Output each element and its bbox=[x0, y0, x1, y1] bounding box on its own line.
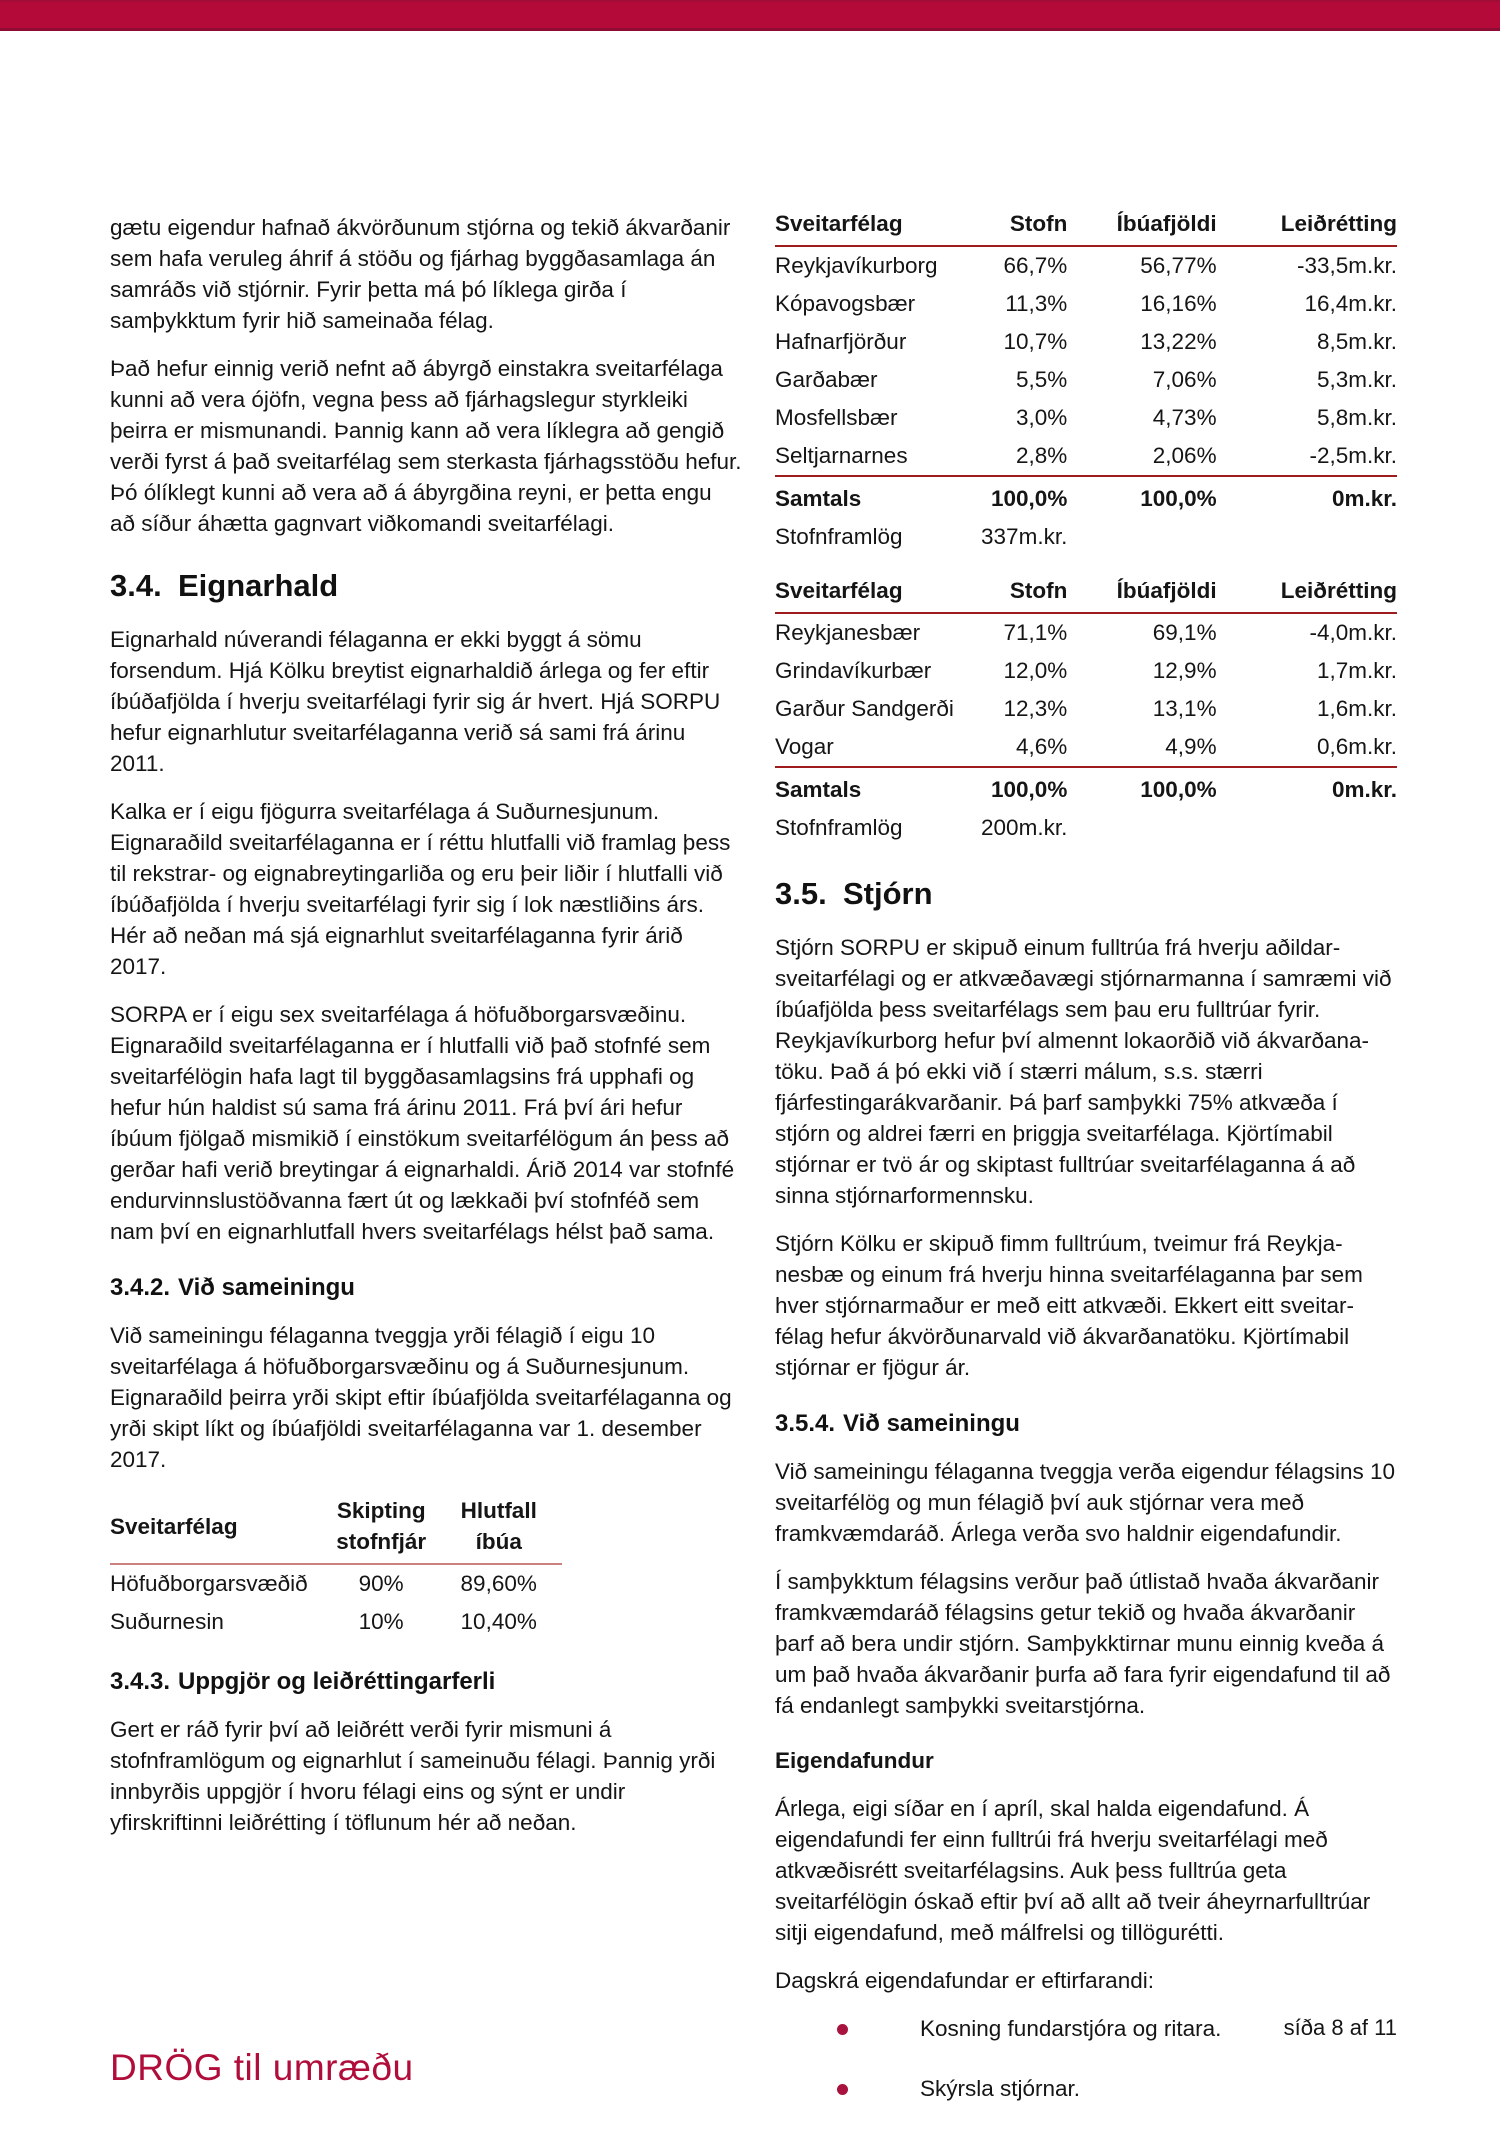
cell: 90% bbox=[358, 1571, 404, 1596]
cell: 8,5m.kr. bbox=[1316, 329, 1397, 354]
list-item-text: Kosning fundarstjóra og ritara. bbox=[920, 2016, 1222, 2041]
section-number: 3.4. bbox=[110, 568, 162, 603]
cell: 89,60% bbox=[460, 1571, 537, 1596]
cell: Höfuðborgarsvæðið bbox=[110, 1571, 308, 1596]
cell: 0m.kr. bbox=[1331, 777, 1397, 802]
table-header-row bbox=[110, 1492, 562, 1564]
table-row bbox=[775, 361, 1397, 399]
cell: 4,73% bbox=[1152, 405, 1217, 430]
table-row bbox=[775, 437, 1397, 476]
section-title: Eignarhald bbox=[178, 568, 339, 603]
table-row bbox=[775, 652, 1397, 690]
section-heading-3-5-4 bbox=[775, 1409, 1397, 1439]
table-row bbox=[775, 728, 1397, 767]
cell: 4,6% bbox=[980, 728, 1067, 767]
cell: 0,6m.kr. bbox=[1217, 728, 1397, 767]
paragraph: Við sameiningu félaganna tveggja yrði félagið í eigu 10 sveitarfélaga á höfuðborgarsvæðinu og á Suðurnesjunum. Eignaraðild þeirra yrði skipt eftir íbúafjölda sveitarfélaganna og yrði skipt líkt og íbúafjöldi sveitarfélaganna var 1. desember 2017. bbox=[110, 1323, 732, 1472]
section-heading-3-5 bbox=[775, 875, 1397, 913]
cell: 16,16% bbox=[1140, 291, 1217, 316]
cell: Stofnframlög bbox=[775, 815, 903, 840]
top-accent-bar bbox=[0, 0, 1500, 31]
cell: 100,0% bbox=[1140, 486, 1217, 511]
cell: 100,0% bbox=[991, 777, 1068, 802]
paragraph: Dagskrá eigendafundar er eftirfarandi: bbox=[775, 1968, 1154, 1993]
cell: Stofnframlög bbox=[775, 524, 903, 549]
table-row bbox=[775, 399, 1397, 437]
cell: Suðurnesin bbox=[110, 1609, 224, 1634]
cell: 100,0% bbox=[1140, 777, 1217, 802]
section-number: 3.5. bbox=[775, 876, 827, 911]
capital-table-sorpa bbox=[775, 205, 1397, 556]
cell: 12,3% bbox=[1003, 696, 1068, 721]
cell: 10,7% bbox=[1003, 329, 1068, 354]
cell: 56,77% bbox=[1140, 253, 1217, 278]
cell: -33,5m.kr. bbox=[1296, 253, 1397, 278]
cell: -2,5m.kr. bbox=[1217, 437, 1397, 476]
column-header: Sveitarfélag bbox=[775, 205, 980, 246]
cell: 11,3% bbox=[1005, 291, 1068, 316]
section-title: Við sameiningu bbox=[178, 1274, 355, 1301]
cell: 2,06% bbox=[1067, 437, 1216, 476]
column-header: Leiðrétting bbox=[1217, 205, 1397, 246]
table-row bbox=[775, 246, 1397, 285]
paragraph: Við sameiningu félaganna tveggja verða eigendur félagsins 10 sveitarfélög og mun félagið því auk stjórnar vera með framkvæmdaráð. Árlega verða svo haldnir eigendafundir. bbox=[775, 1459, 1396, 1546]
column-header: Sveitarfélag bbox=[775, 572, 980, 613]
bullet-icon bbox=[837, 2084, 848, 2095]
cell: 1,7m.kr. bbox=[1316, 658, 1397, 683]
cell: Reykjavíkurborg bbox=[775, 253, 938, 278]
bullet-icon bbox=[837, 2024, 848, 2035]
section-number: 3.4.2. bbox=[110, 1274, 171, 1301]
cell: 12,0% bbox=[1003, 658, 1068, 683]
table-footer-row bbox=[775, 809, 1397, 847]
page-number: síða 8 af 11 bbox=[1283, 2015, 1397, 2040]
paragraph: Eignarhald núverandi félaganna er ekki byggt á sömu forsendum. Hjá Kölku breytist eignarhaldið árlega og fer eftir íbúðafjölda í hverju sveitarfélagi fyrir sig ár hvert. Hjá SORPU hefur eignarhlutur sveitarfélaganna verið sá sami frá árinu 2011. bbox=[110, 627, 721, 776]
cell: 3,0% bbox=[1016, 405, 1068, 430]
table-footer-row bbox=[775, 518, 1397, 556]
column-header: Skipting stofnfjár bbox=[327, 1492, 435, 1564]
column-header: Stofn bbox=[980, 205, 1067, 246]
cell: 66,7% bbox=[1003, 253, 1068, 278]
column-header: Stofn bbox=[980, 572, 1067, 613]
cell: Reykjanesbær bbox=[775, 620, 921, 645]
section-heading-3-4-2 bbox=[110, 1273, 742, 1303]
cell: Kópavogsbær bbox=[775, 291, 916, 316]
cell: 13,22% bbox=[1140, 329, 1217, 354]
cell: Vogar bbox=[775, 728, 980, 767]
cell: 100,0% bbox=[991, 486, 1068, 511]
column-header: Íbúafjöldi bbox=[1067, 205, 1216, 246]
table-row bbox=[775, 690, 1397, 728]
draft-watermark: DRÖG til umræðu bbox=[110, 2047, 414, 2088]
section-heading-3-4 bbox=[110, 567, 742, 605]
table-row bbox=[110, 1564, 562, 1603]
cell: Samtals bbox=[775, 777, 862, 802]
column-header: Leiðrétting bbox=[1217, 572, 1397, 613]
cell: 4,9% bbox=[1067, 728, 1216, 767]
right-column bbox=[775, 205, 1397, 2133]
section-title: Stjórn bbox=[843, 876, 933, 911]
cell: Seltjarnarnes bbox=[775, 437, 980, 476]
left-column bbox=[110, 212, 742, 1855]
section-title: Uppgjör og leiðréttingarferli bbox=[178, 1668, 496, 1695]
list-item bbox=[775, 2073, 1397, 2104]
cell: 16,4m.kr. bbox=[1304, 291, 1397, 316]
paragraph: Árlega, eigi síðar en í apríl, skal halda eigendafund. Á eigendafundi fer einn fulltrúi frá hverju sveitarfélagi með atkvæðisrétt sveitarfélagsins. Auk þess fulltrúa geta sveitarfélögin óskað eftir því að allt að tveir áheyrnarfulltrúar sitji eigendafund, með málfrelsi og tillögurétti. bbox=[775, 1796, 1371, 1945]
paragraph: gætu eigendur hafnað ákvörðunum stjórna og tekið ákvarðanir sem hafa veruleg áhrif á stöðu og fjárhag byggðasamlaga án samráðs við stjórnir. Fyrir þetta má þó líklega girða í samþykktum fyrir hið sameinaða félag. bbox=[110, 215, 731, 333]
cell: 5,3m.kr. bbox=[1316, 367, 1397, 392]
capital-table-kalka bbox=[775, 572, 1397, 847]
table-row bbox=[775, 323, 1397, 361]
table-row bbox=[775, 613, 1397, 652]
cell: 7,06% bbox=[1152, 367, 1217, 392]
list-item-text: Skýrsla stjórnar. bbox=[920, 2076, 1081, 2101]
cell: 5,8m.kr. bbox=[1316, 405, 1397, 430]
cell: Hafnarfjörður bbox=[775, 329, 907, 354]
cell: Garðabær bbox=[775, 367, 878, 392]
paragraph: Gert er ráð fyrir því að leiðrétt verði fyrir mismuni á stofnframlögum og eignarhlut í sameinuðu félagi. Þannig yrði innbyrðis uppgjör í hvoru félagi eins og sýnt er undir yfirskriftinni leiðrétting í töflunum hér að neðan. bbox=[110, 1717, 716, 1835]
column-header: Hlutfall íbúa bbox=[435, 1492, 562, 1564]
paragraph: Í samþykktum félagsins verður það útlistað hvaða ákvarðanir framkvæmdaráð félagsins getur tekið og hvaða ákvarðanir þarf að bera undir stjórn. Samþykktirnar munu einnig kveða á um það hvaða ákvarðanir þurfa að fara fyrir eigendafund til að fá endanlegt samþykki sveitarstjórna. bbox=[775, 1569, 1391, 1718]
table-totals-row bbox=[775, 476, 1397, 518]
paragraph: Stjórn Kölku er skipuð fimm fulltrúum, tveimur frá Reykja-nesbæ og einum frá hverju hinna sveitarfélaganna þar sem hver stjórnarmaður er með eitt atkvæði. Ekkert eitt sveitar-félag hefur ákvörðunarvald við ákvarðanatöku. Kjörtímabil stjórnar er fjögur ár. bbox=[775, 1231, 1363, 1380]
table-totals-row bbox=[775, 767, 1397, 809]
paragraph: Stjórn SORPU er skipuð einum fulltrúa frá hverju aðildar-sveitarfélagi og er atkvæðavægi stjórnarmanna í samræmi við íbúafjölda þess sveitarfélags sem þau eru fulltrúar fyrir. Reykjavíkurborg hefur því almennt lokaorðið við ákvarðana-töku. Það á þó ekki við í stærri málum, s.s. stærri fjárfestingarákvarðanir. Þá þarf samþykki 75% atkvæða í stjórn og aldrei færri en þriggja sveitarfélaga. Kjörtímabil stjórnar er tvö ár og skiptast fulltrúar sveitarfélaganna á að sinna stjórnarformennsku. bbox=[775, 935, 1392, 1208]
table-header-row bbox=[775, 205, 1397, 246]
paragraph: Það hefur einnig verið nefnt að ábyrgð einstakra sveitarfélaga kunni að vera ójöfn, vegna þess að fjárhagslegur styrkleiki þeirra er mismunandi. Þannig kann að vera líklegra að gengið verði fyrst á það sveitarfélag sem sterkasta fjárhagsstöðu hefur. Þó ólíklegt kunni að vera að á ábyrgðina reyni, er þetta engu að síður áhætta gagnvart viðkomandi sveitarfélagi. bbox=[110, 356, 742, 536]
cell: Grindavíkurbær bbox=[775, 658, 932, 683]
cell: 13,1% bbox=[1152, 696, 1217, 721]
subheading-eigendafundur: Eigendafundur bbox=[775, 1748, 934, 1773]
table-row bbox=[110, 1603, 562, 1641]
cell: 0m.kr. bbox=[1331, 486, 1397, 511]
paragraph: SORPA er í eigu sex sveitarfélaga á höfuðborgarsvæðinu. Eignaraðild sveitarfélaganna er í hlutfalli við það stofnfé sem sveitarfélögin hafa lagt til byggðasamlagsins frá upphafi og hefur hún haldist sú sama frá árinu 2011. Frá því ári hefur íbúum fjölgað mismikið í einstökum sveitarfélögum án þess að gerðar hafi verið breytingar á eignarhaldi. Árið 2014 var stofnfé endurvinnslustöðvanna fært út og lækkaði því stofnféð sem nam því en eignarhlutfall hvers sveitarfélags hélst það sama. bbox=[110, 1002, 735, 1244]
cell: Samtals bbox=[775, 486, 862, 511]
table-header-row bbox=[775, 572, 1397, 613]
section-title: Við sameiningu bbox=[843, 1410, 1020, 1437]
table-row bbox=[775, 285, 1397, 323]
ownership-split-table bbox=[110, 1492, 562, 1641]
cell: 69,1% bbox=[1152, 620, 1217, 645]
cell: 337m.kr. bbox=[981, 524, 1068, 549]
cell: 1,6m.kr. bbox=[1316, 696, 1397, 721]
cell: 5,5% bbox=[1016, 367, 1068, 392]
cell: 10% bbox=[358, 1609, 404, 1634]
column-header: Sveitarfélag bbox=[110, 1492, 327, 1564]
cell: 71,1% bbox=[1003, 620, 1068, 645]
section-number: 3.5.4. bbox=[775, 1410, 836, 1437]
cell: Garður Sandgerði bbox=[775, 696, 954, 721]
cell: 200m.kr. bbox=[981, 815, 1068, 840]
cell: -4,0m.kr. bbox=[1309, 620, 1397, 645]
cell: 10,40% bbox=[460, 1609, 537, 1634]
cell: 12,9% bbox=[1152, 658, 1217, 683]
paragraph: Kalka er í eigu fjögurra sveitarfélaga á Suðurnesjunum. Eignaraðild sveitarfélaganna er í réttu hlutfalli við framlag þess til rekstrar- og eignabreytingarliða og eru þeir liðir í hlutfalli við íbúðafjölda í hverju sveitarfélagi fyrir sig í lok næstliðins árs. Hér að neðan má sjá eignarhlut sveitarfélaganna fyrir árið 2017. bbox=[110, 799, 731, 979]
section-heading-3-4-3 bbox=[110, 1667, 742, 1697]
cell: Mosfellsbær bbox=[775, 405, 898, 430]
column-header: Íbúafjöldi bbox=[1067, 572, 1216, 613]
section-number: 3.4.3. bbox=[110, 1668, 171, 1695]
cell: 2,8% bbox=[980, 437, 1067, 476]
